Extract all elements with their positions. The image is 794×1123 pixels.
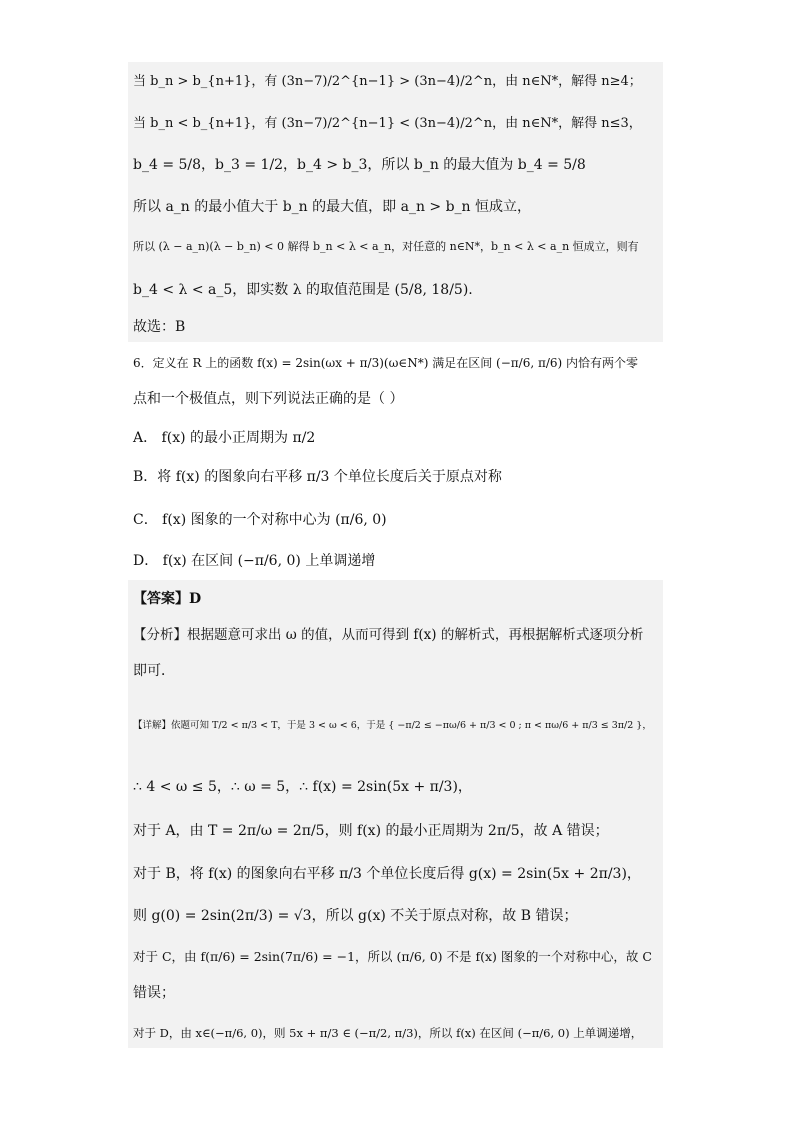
- question-stem: 点和一个极值点，则下列说法正确的是（ ）: [133, 391, 404, 407]
- question-stem: 6．定义在 R 上的函数 f(x) = 2sin(ωx + π/3)(ω∈N*) 满足在区间 (−π/6, π/6) 内恰有两个零: [133, 356, 639, 370]
- detail-line: 对于 D，由 x∈(−π/6, 0)，则 5x + π/3 ∈ (−π/2, π/3)，所以 f(x) 在区间 (−π/6, 0) 上单调递增，: [133, 1026, 643, 1040]
- text-line: b_4 = 5/8，b_3 = 1/2，b_4 > b_3，所以 b_n 的最大值为 b_4 = 5/8: [133, 157, 586, 173]
- detail-line: 对于 B，将 f(x) 的图象向右平移 π/3 个单位长度后得 g(x) = 2sin(5x + 2π/3)，: [133, 866, 641, 882]
- analysis-line: 即可．: [133, 663, 175, 679]
- answer-choice-line: 故选：B: [133, 319, 186, 335]
- solution-shade-bottom: [128, 580, 663, 1048]
- text-line: 当 b_n < b_{n+1}，有 (3n−7)/2^{n−1} < (3n−4)/2^n，由 n∈N*，解得 n≤3，: [133, 116, 642, 131]
- text-line: 所以 (λ − a_n)(λ − b_n) < 0 解得 b_n < λ < a_n，对任意的 n∈N*，b_n < λ < a_n 恒成立，则有: [133, 240, 639, 253]
- option-b: B．将 f(x) 的图象向右平移 π/3 个单位长度后关于原点对称: [133, 469, 502, 485]
- text-line: 当 b_n > b_{n+1}，有 (3n−7)/2^{n−1} > (3n−4)/2^n，由 n∈N*，解得 n≥4；: [133, 74, 642, 89]
- analysis-line: 【分析】根据题意可求出 ω 的值，从而可得到 f(x) 的解析式，再根据解析式逐项分析: [133, 627, 644, 643]
- text-line: b_4 < λ < a_5，即实数 λ 的取值范围是 (5/8, 18/5).: [133, 282, 473, 298]
- detail-line: 错误；: [133, 985, 175, 1001]
- detail-line: 对于 A，由 T = 2π/ω = 2π/5，则 f(x) 的最小正周期为 2π/5，故 A 错误；: [133, 823, 609, 839]
- detail-line: 则 g(0) = 2sin(2π/3) = √3，所以 g(x) 不关于原点对称，故 B 错误；: [133, 908, 578, 924]
- text-line: 所以 a_n 的最小值大于 b_n 的最大值，即 a_n > b_n 恒成立，: [133, 199, 532, 215]
- detail-line: ∴ 4 < ω ≤ 5，∴ ω = 5，∴ f(x) = 2sin(5x + π/3)，: [133, 779, 472, 795]
- detail-line: 【详解】依题可知 T/2 < π/3 < T，于是 3 < ω < 6，于是 { −π/2 ≤ −πω/6 + π/3 < 0 ; π < πω/6 + π/3 ≤ 3π/2 }，: [133, 720, 652, 731]
- detail-line: 对于 C，由 f(π/6) = 2sin(7π/6) = −1，所以 (π/6, 0) 不是 f(x) 图象的一个对称中心，故 C: [133, 949, 652, 964]
- option-a: A． f(x) 的最小正周期为 π/2: [133, 430, 316, 446]
- answer-heading: 【答案】D: [133, 591, 202, 607]
- option-c: C． f(x) 图象的一个对称中心为 (π/6, 0): [133, 512, 387, 528]
- option-d: D． f(x) 在区间 (−π/6, 0) 上单调递增: [133, 553, 376, 569]
